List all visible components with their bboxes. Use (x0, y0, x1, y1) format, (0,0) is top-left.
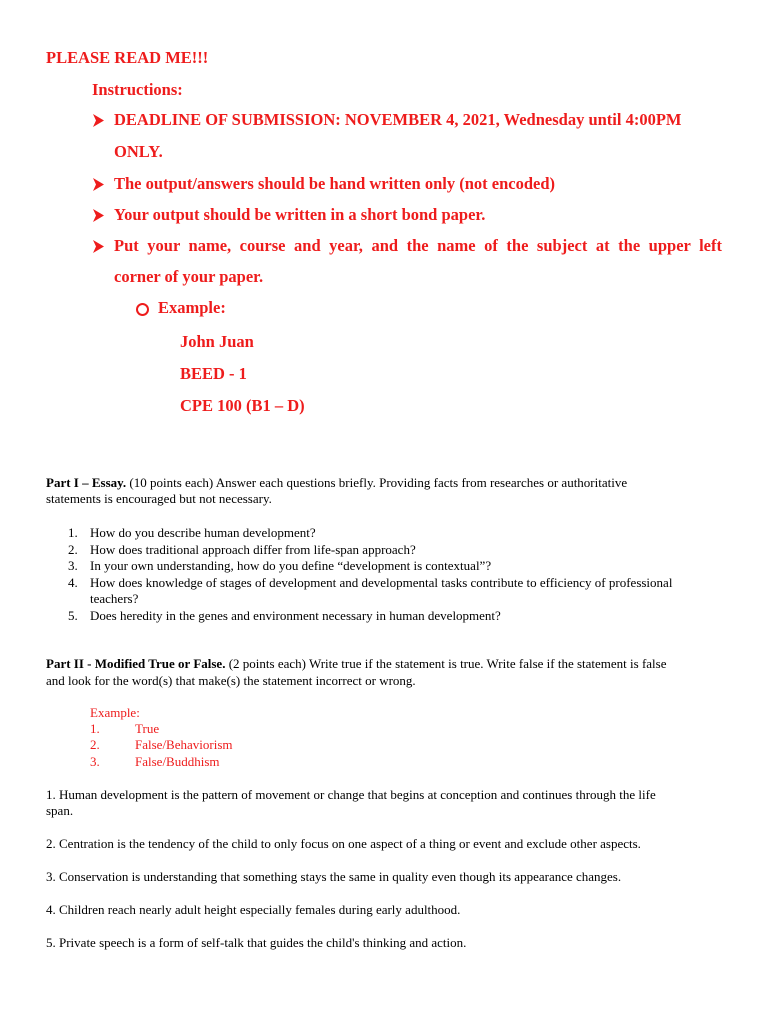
list-item (46, 542, 726, 559)
list-item (46, 558, 726, 575)
name-instruction-line2: corner of your paper. (114, 267, 264, 286)
part1-questions-list (46, 525, 726, 624)
question-text: How does traditional approach differ from life-span approach? (90, 541, 416, 557)
example-answer: True (135, 721, 160, 736)
part2-desc1: (2 points each) Write true if the statement is true. Write false if the statement is false (225, 656, 667, 671)
part2-description-line1 (46, 656, 667, 673)
bond-paper-instruction: Your output should be written in a short bond paper. (114, 205, 486, 224)
example-answer: False/Behaviorism (135, 737, 233, 752)
example-answer: False/Buddhism (135, 754, 220, 769)
statement-2: 2. Centration is the tendency of the child to only focus on one aspect of a thing or event and exclude other aspects. (46, 836, 641, 851)
question-text: In your own understanding, how do you define “development is contextual”? (90, 558, 492, 573)
deadline-line2: ONLY. (114, 142, 163, 161)
example-subject: CPE 100 (B1 – D) (180, 396, 305, 415)
statement-1-line1: 1. Human development is the pattern of movement or change that begins at conception and continues through the life (46, 787, 656, 802)
list-number: 2. (68, 541, 78, 557)
arrow-bullet-icon (92, 114, 105, 127)
list-item-continuation (46, 591, 726, 608)
list-number: 1. (68, 525, 78, 540)
part1-title: Part I – Essay. (46, 475, 127, 490)
part2-description-line2: and look for the word(s) that make(s) the statement incorrect or wrong. (46, 673, 416, 688)
instructions-heading: Instructions: (92, 80, 183, 99)
example-number: 3. (90, 754, 100, 769)
statement-3: 3. Conservation is understanding that something stays the same in quality even though its appearance changes. (46, 869, 622, 884)
part2-example-label: Example: (90, 705, 140, 720)
deadline-line1: DEADLINE OF SUBMISSION: NOVEMBER 4, 2021, Wednesday until 4:00PM (114, 110, 682, 129)
example-label: Example: (158, 298, 226, 317)
question-text: Does heredity in the genes and environment necessary in human development? (90, 607, 501, 623)
list-number: 5. (68, 607, 78, 623)
example-number: 2. (90, 737, 100, 752)
name-instruction-line1: Put your name, course and year, and the name of the subject at the upper left (114, 236, 722, 255)
list-number: 3. (68, 558, 78, 573)
question-text: teachers? (90, 591, 139, 606)
question-text: How do you describe human development? (90, 525, 316, 540)
arrow-bullet-icon (92, 240, 105, 253)
part2-title: Part II - Modified True or False. (46, 656, 226, 671)
arrow-bullet-icon (92, 209, 105, 222)
statement-5: 5. Private speech is a form of self-talk that guides the child's thinking and action. (46, 935, 467, 950)
statement-1-line2: span. (46, 803, 74, 818)
example-number: 1. (90, 721, 100, 736)
arrow-bullet-icon (92, 178, 105, 191)
example-name: John Juan (180, 332, 254, 351)
part1-description-line1 (46, 475, 627, 492)
list-item (46, 525, 726, 542)
list-item (46, 575, 726, 592)
handwritten-instruction: The output/answers should be hand written only (not encoded) (114, 174, 555, 193)
list-item (46, 608, 726, 625)
please-read-heading: PLEASE READ ME!!! (46, 48, 209, 67)
question-text: How does knowledge of stages of development and developmental tasks contribute to efficiency of professional (90, 574, 673, 590)
statement-4: 4. Children reach nearly adult height especially females during early adulthood. (46, 902, 461, 917)
part1-description-line2: statements is encouraged but not necessary. (46, 491, 272, 506)
list-number: 4. (68, 574, 78, 590)
part1-desc1: (10 points each) Answer each questions briefly. Providing facts from researches or authoritative (126, 475, 628, 490)
example-course: BEED - 1 (180, 364, 247, 383)
circle-bullet-icon (136, 303, 149, 316)
